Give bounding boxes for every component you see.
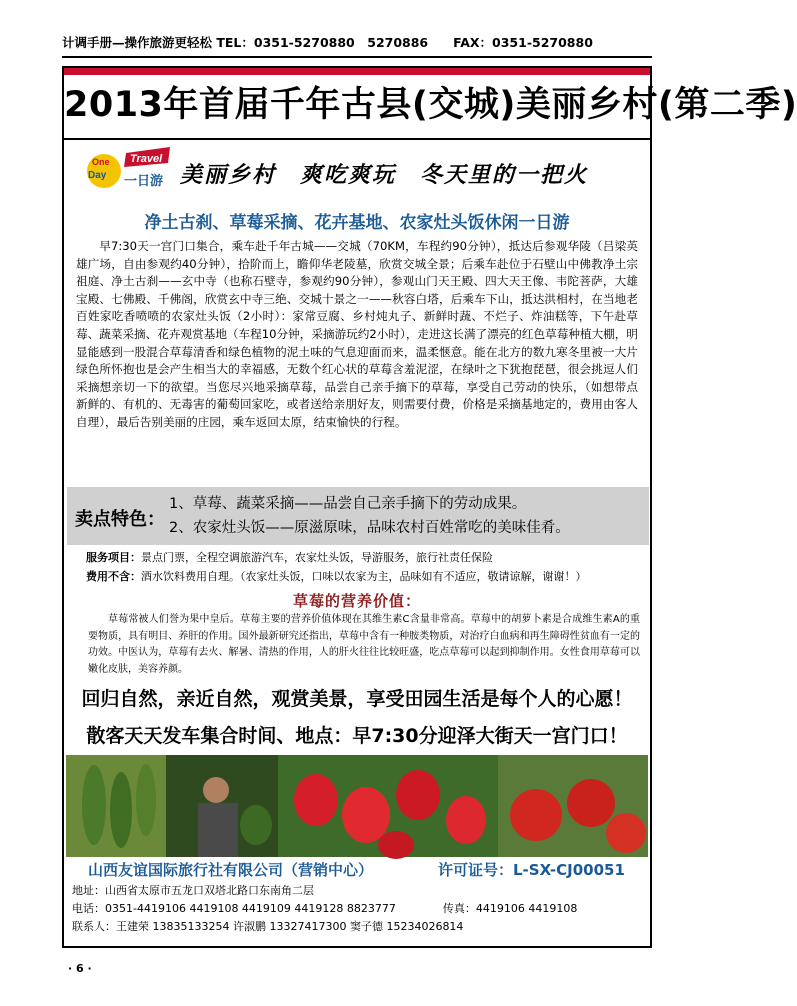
- title-rule: [64, 138, 650, 140]
- greenhouse-people-photo: [166, 755, 278, 857]
- exclude-label: 费用不含：: [86, 570, 141, 583]
- tomato-photo: [498, 755, 648, 857]
- nature-slogan: 回归自然，亲近自然，观赏美景，享受田园生活是每个人的心愿！: [81, 688, 633, 710]
- phone-row: [72, 900, 642, 918]
- address-row: [72, 882, 642, 900]
- fax-value: 4419106 4419108: [475, 902, 578, 915]
- selling-points-list: [169, 492, 647, 540]
- service-value: 景点门票，全程空调旅游汽车，农家灶头饭，导游服务，旅行社责任保险: [141, 551, 493, 564]
- logo-day: Day: [88, 170, 107, 181]
- logo-one: One: [92, 157, 110, 167]
- nutrition-text: 草莓常被人们誉为果中皇后。草莓主要的营养价值体现在其维生素C含量非常高。草莓中的胡萝卜素是合成维生素A的重要物质，具有明目、养肝的作用。国外最新研究还指出，草莓中含有一种胺类物质，对治疗白血病和再生障碍性贫血有一定的功效。中医认为，草莓有去火、解暑、清热的作用，人的肝火往往比较旺盛，吃点草莓可以起到抑制作用。女性食用草莓可以嫩化皮肤，美容养颜。: [88, 614, 640, 675]
- address-label: 地址：: [72, 884, 105, 897]
- contacts-row: [72, 918, 642, 936]
- fax-label: 传真：: [442, 902, 476, 915]
- strawberry-photo: [278, 755, 498, 859]
- itinerary-text: 早7:30天一宫门口集合，乘车赴千年古城——交城（70KM，车程约90分钟），抵达后参观华陵（吕梁英雄广场，自由参观约40分钟），拾阶而上，瞻仰华老陵墓，欣赏交城全景；后乘车赴位于石壁山中佛教净土宗祖庭、净土古刹——玄中寺（也称石壁寺，参观约90分钟），参观山门天王殿、四大天王像、韦陀菩萨，大雄宝殿、七佛殿、千佛阁，欣赏玄中寺三绝、交城十景之一——秋容白塔，后乘车下山，抵达洪相村，在当地老百姓家吃香喷喷的农家灶头饭（2小时）：家常豆腐、乡村炖丸子、新鲜时蔬、不烂子、炸油糕等，下午赴草莓、蔬菜采摘、花卉观赏基地（车程10分钟，采摘游玩约2小时），走进这长满了漂亮的红色草莓种植大棚，明显能感到一股混合草莓清香和绿色植物的泥土味的气息迎面而来，温柔惬意。能在北方的数九寒冬里被一大片绿色所怀抱也是会产生相当大的幸福感，无数个红心状的草莓含羞泥涩，在绿叶之下犹抱琵琶，很会挑逗人们采摘想亲切一下的欲望。当您尽兴地采摘草莓，品尝自己亲手摘下的草莓，享受自己劳动的快乐，（如想带点新鲜的、有机的、无毒害的葡萄回家吃，或者送给亲朋好友，则需要付费，价格是采摘基地定的，费用由客人自理），最后告别美丽的庄园，乘车返回太原，结束愉快的行程。: [76, 239, 638, 429]
- photo-strip: [66, 755, 648, 857]
- selling-point-2: 2、农家灶头饭——原滋原味，品味农村百姓常吃的美味佳肴。: [169, 520, 570, 536]
- phone-value: 0351-4419106 4419108 4419109 4419128 8823777: [105, 902, 396, 915]
- departure-info: 散客天天发车集合时间、地点：早7:30分迎泽大街天一宫门口！: [86, 725, 628, 747]
- logo-travel: Travel: [130, 153, 163, 165]
- contacts-label: 联系人：: [72, 920, 116, 933]
- exclude-row: [86, 567, 646, 586]
- bitter-melon-photo: [66, 755, 166, 857]
- header-rule: [62, 56, 652, 58]
- exclude-value: 酒水饮料费用自理。（农家灶头饭，口味以农家为主，品味如有不适应，敬请谅解，谢谢！）: [141, 570, 587, 583]
- tour-subtitle: 净土古刹、草莓采摘、花卉基地、农家灶头饭休闲一日游: [144, 213, 570, 233]
- one-day-travel-logo: [82, 145, 172, 195]
- selling-label: 卖点特色：: [75, 509, 165, 530]
- page-number: · 6 ·: [68, 962, 92, 975]
- address-value: 山西省太原市五龙口双塔北路口东南角二层: [105, 884, 314, 897]
- page-title: 2013年首届千年古县(交城)美丽乡村(第二季): [64, 85, 797, 125]
- service-row: [86, 548, 646, 567]
- company-name: 山西友谊国际旅行社有限公司（营销中心）: [88, 861, 374, 879]
- service-label: 服务项目：: [86, 551, 141, 564]
- license-number: 许可证号：L-SX-CJ00051: [438, 861, 625, 879]
- red-accent-bar: [64, 68, 650, 75]
- selling-point-1: 1、草莓、蔬菜采摘——品尝自己亲手摘下的劳动成果。: [169, 496, 527, 512]
- service-info: [86, 548, 646, 586]
- selling-points-panel: [67, 487, 649, 545]
- contacts-value: 王建荣 13835133254 许淑鹏 13327417300 窦子德 15234026814: [116, 920, 464, 933]
- logo-cn: 一日游: [124, 174, 164, 189]
- nutrition-title: 草莓的营养价值：: [292, 592, 421, 610]
- phone-label: 电话：: [72, 902, 105, 915]
- slogan-banner: 美丽乡村 爽吃爽玩 冬天里的一把火: [180, 163, 589, 188]
- contact-block: [72, 882, 642, 936]
- page-header: 计调手册—操作旅游更轻松 TEL：0351-5270880 5270886 FAX：0351-5270880: [62, 35, 593, 50]
